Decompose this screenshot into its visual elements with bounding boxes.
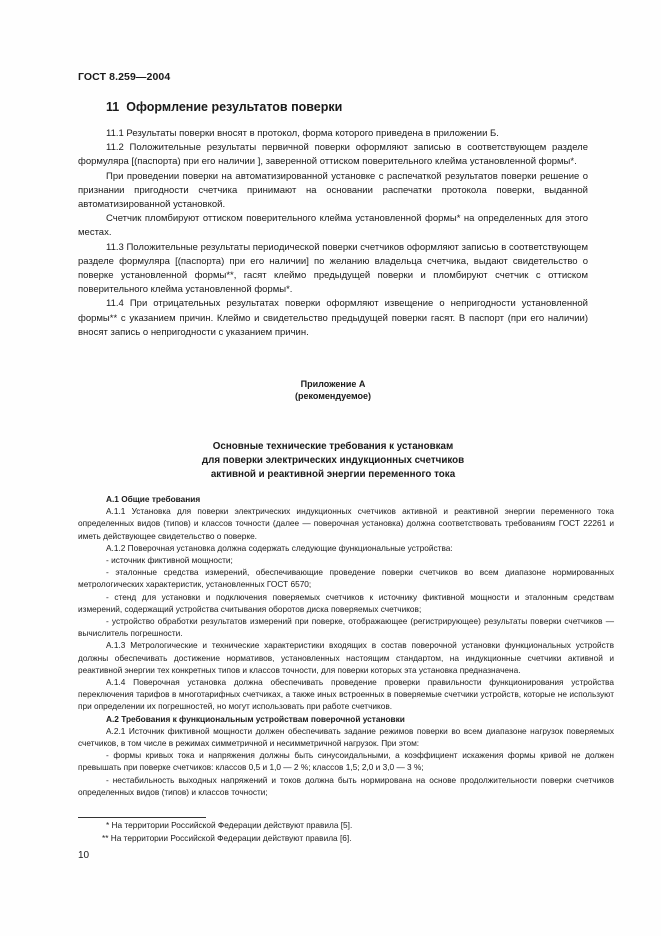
document-header: ГОСТ 8.259—2004 (78, 71, 171, 83)
annex-paragraph: А.1.4 Поверочная установка должна обеспечивать проведение проверки правильности функционирования устройства переключения тарифов в многотарифных счетчиках, а также иных встроенных в поверяемые счетчики устройств, которые не используют при определении их погрешностей, но могут использовать при работе счетчиков. (78, 677, 614, 712)
annex-paragraph: А.2.1 Источник фиктивной мощности должен обеспечивать задание режимов поверки во всем диапазоне нагрузок поверяемых счетчиков, в том числе в режимах симметричной и несимметричной нагрузок. При этом: (78, 725, 614, 749)
annex-title-line: для поверки электрических индукционных счетчиков (201, 455, 465, 466)
annex-paragraph: А.1.1 Установка для поверки электрических индукционных счетчиков активной и реактивной энергии переменного тока определенных видов (типов) и классов точности (далее — поверочная установка) должна соответствовать требованиям ГОСТ 22261 и иметь действующее свидетельство о поверке. (78, 506, 614, 541)
page-number: 10 (78, 850, 90, 861)
paragraph-seal: Счетчик пломбируют оттиском поверительного клейма установленной формы* на определенных для этого местах. (78, 213, 588, 239)
section-number: 11 (106, 100, 120, 114)
subsection-heading: А.1 Общие требования (106, 494, 201, 504)
annex-title-line: активной и реактивной энергии переменного тока (210, 469, 456, 480)
annex-body (78, 493, 614, 798)
annex-list-item: - устройство обработки результатов измерений при поверке, отображающее (регистрирующее) результаты поверки счетчиков — вычислитель погрешности. (78, 616, 614, 639)
annex-heading (78, 378, 588, 402)
annex-list-item: - источник фиктивной мощности; (106, 555, 233, 566)
paragraph-11-2: 11.2 Положительные результаты первичной поверки оформляют записью в соответствующем разделе формуляра [(паспорта) при его наличии ], заверенной оттиском поверительного клейма установленной формы*. (78, 142, 588, 168)
annex-list-item: - нестабильность выходных напряжений и токов должна быть нормирована на основе продолжительности поверки счетчиков определенных видов (типов) и классов точности; (78, 774, 614, 797)
annex-title-line: Основные технические требования к установкам (212, 441, 454, 452)
annex-list-item: - стенд для установки и подключения поверяемых счетчиков к источнику фиктивной мощности и эталонным средствам измерений, содержащий устройства считывания оборотов диска поверяемых счетчиков; (78, 591, 614, 614)
footnote: * На территории Российской Федерации действуют правила [5]. (106, 820, 353, 830)
paragraph-11-3: 11.3 Положительные результаты периодической поверки счетчиков оформляют записью в соответствующем разделе формуляра [(паспорта) при его наличии] по желанию владельца счетчика, выдают свидетельство о поверке установленной формы**, гасят клеймо предыдущей поверки и пломбируют счетчик с оттиском поверительного клейма установленной формы*. (78, 241, 588, 296)
paragraph-11-4: 11.4 При отрицательных результатах поверки оформляют извещение о непригодности установленной формы** с указанием причин. Клеймо и свидетельство предыдущей поверки гасят. В паспорт (при его наличии) вносят запись о непригодности с указанием причин. (78, 298, 588, 338)
annex-list-item: - формы кривых тока и напряжения должны быть синусоидальными, а коэффициент искажения формы кривой не должен превышать при поверке счетчиков: классов 0,5 и 1,0 — 2 %; классов 1,5; 2,0 и 3,0 — 3 %; (78, 750, 614, 773)
annex-label: Приложение А (300, 379, 366, 389)
annex-paragraph: А.1.2 Поверочная установка должна содержать следующие функциональные устройства: (106, 542, 453, 553)
subsection-heading: А.2 Требования к функциональным устройствам поверочной установки (106, 713, 405, 724)
section-body (78, 127, 588, 340)
section-title-text: Оформление результатов поверки (126, 100, 343, 114)
annex-list-item: - эталонные средства измерений, обеспечивающие проведение поверки счетчиков во всем диапазоне нормированных метрологических характеристик, установленных ГОСТ 6570; (78, 567, 614, 590)
footnote: ** На территории Российской Федерации действуют правила [6]. (102, 832, 352, 843)
annex-status: (рекомендуемое) (295, 391, 371, 401)
paragraph-11-1: 11.1 Результаты поверки вносят в протокол, форма которого приведена в приложении Б. (106, 128, 499, 139)
paragraph-automated: При проведении поверки на автоматизированной установке с распечаткой результатов поверки решение о признании пригодности счетчика принимают на основании распечатки протокола поверки, выданной автоматизированной установкой. (78, 170, 588, 211)
footnote-divider (78, 817, 206, 818)
annex-title (78, 440, 588, 482)
footnotes (78, 819, 598, 844)
annex-paragraph: А.1.3 Метрологические и технические характеристики входящих в состав поверочной установки функциональных устройств должны обеспечивать достижение нормативов, установленных настоящим стандартом, на индукционные счетчики активной и реактивной энергии тех конкретных типов и классов точности, для поверки которых эта установка предназначена. (78, 640, 614, 675)
section-title (106, 100, 342, 114)
